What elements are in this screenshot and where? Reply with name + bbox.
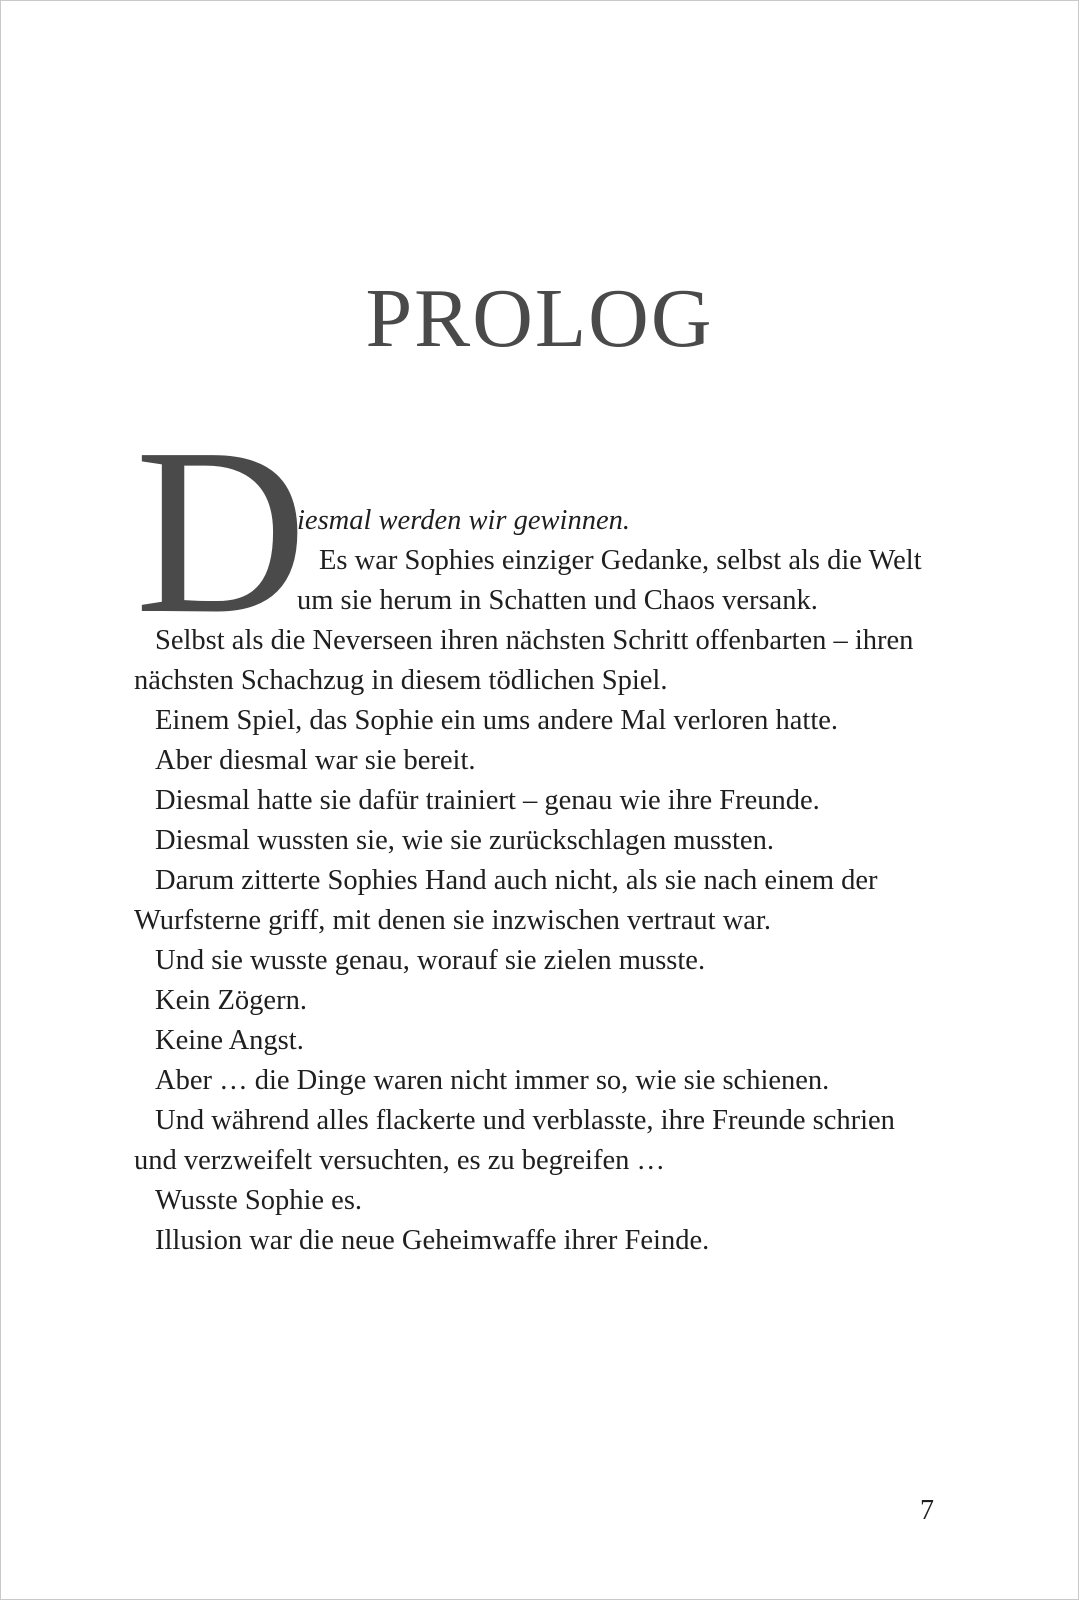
text-line: Diesmal wussten sie, wie sie zurückschlagen mussten. [155,825,774,856]
text-line: Aber … die Dinge waren nicht immer so, wie sie schienen. [155,1065,830,1096]
text-line: Selbst als die Neverseen ihren nächsten Schritt offenbarten – ihren [155,625,914,656]
text-line: um sie herum in Schatten und Chaos versank. [297,585,818,616]
text-line: Kein Zögern. [155,985,307,1016]
text-line: Keine Angst. [155,1025,304,1056]
text-line: Es war Sophies einziger Gedanke, selbst als die Welt [319,545,922,576]
opening-line: iesmal werden wir gewinnen. [297,505,630,536]
text-line: Aber diesmal war sie bereit. [155,745,476,776]
text-line: Wusste Sophie es. [155,1185,363,1216]
text-line: Wurfsterne griff, mit denen sie inzwischen vertraut war. [134,905,771,936]
text-line: und verzweifelt versuchten, es zu begreifen … [134,1145,665,1176]
text-line: Diesmal hatte sie dafür trainiert – genau wie ihre Freunde. [155,785,820,816]
text-line: Illusion war die neue Geheimwaffe ihrer Feinde. [155,1225,710,1256]
chapter-title: PROLOG [365,272,714,366]
text-line: Einem Spiel, das Sophie ein ums andere Mal verloren hatte. [155,705,839,736]
text-line: Und während alles flackerte und verblasste, ihre Freunde schrien [155,1105,895,1136]
text-line: nächsten Schachzug in diesem tödlichen Spiel. [134,665,668,696]
page-number: 7 [920,1495,934,1526]
text-line: Darum zitterte Sophies Hand auch nicht, als sie nach einem der [155,865,878,896]
text-line: Und sie wusste genau, worauf sie zielen musste. [155,945,706,976]
drop-cap: D [135,400,307,663]
